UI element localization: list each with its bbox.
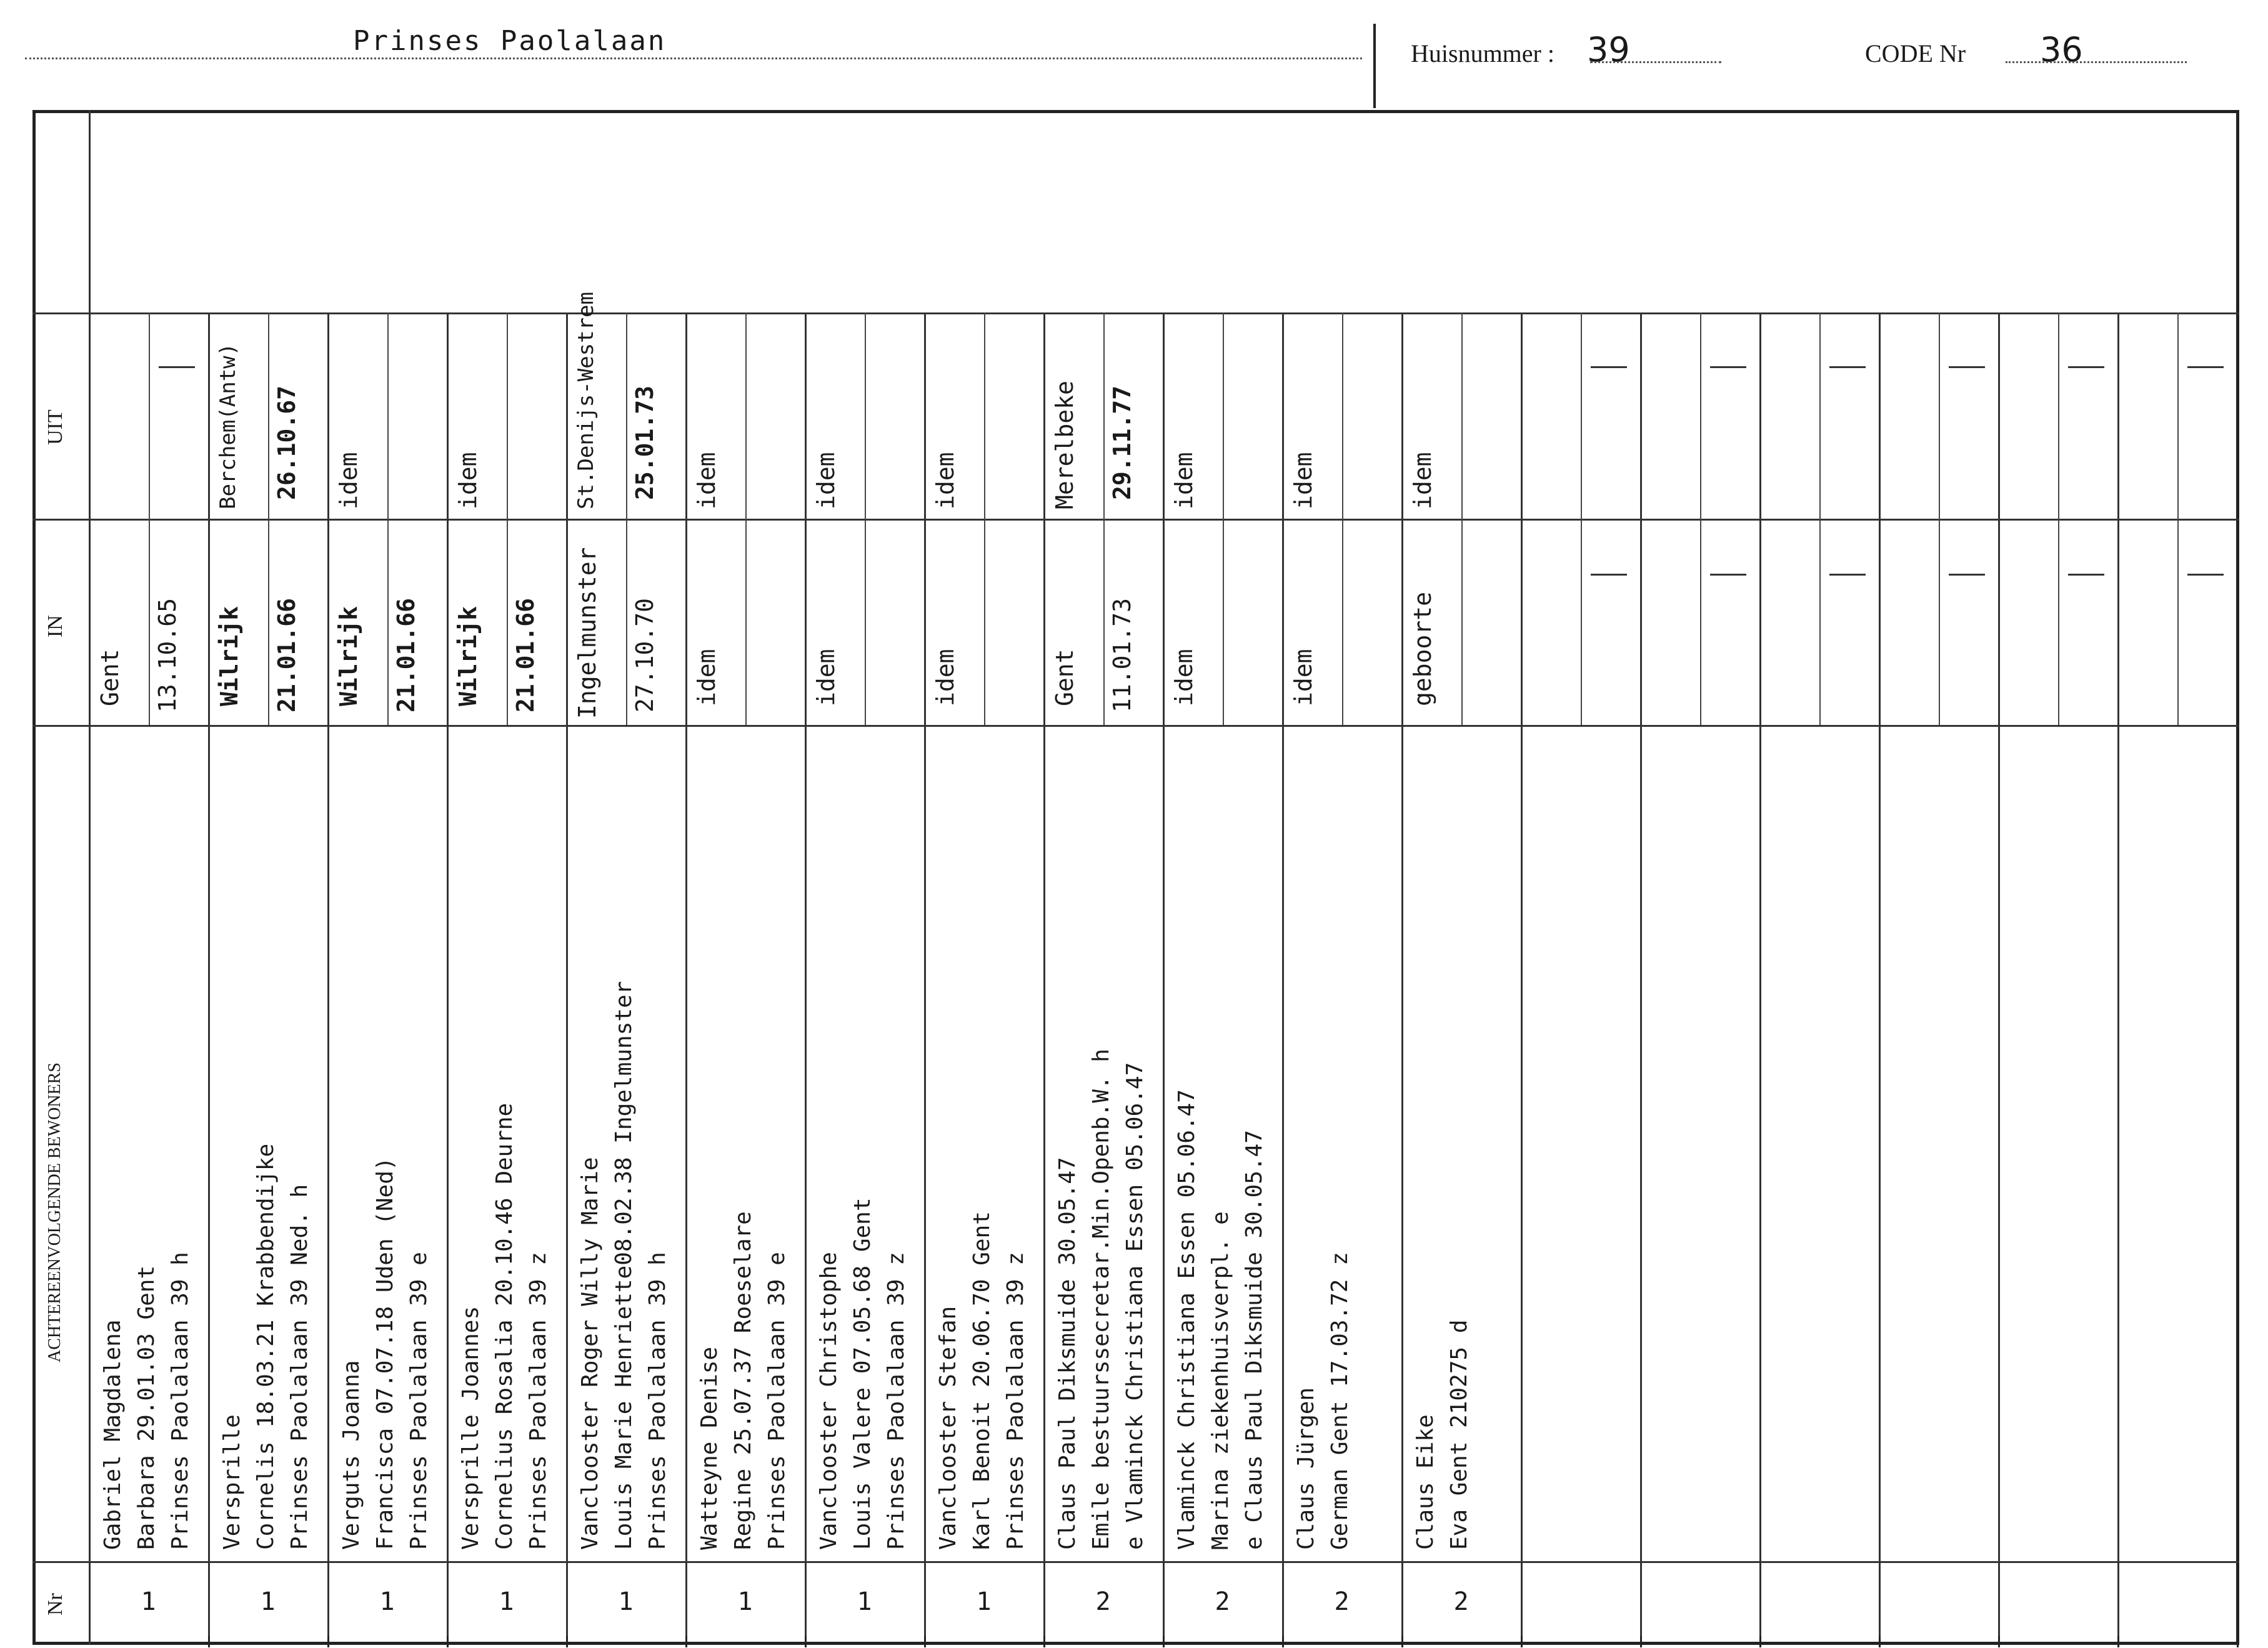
bottom-tick: [208, 1636, 210, 1647]
label-column-divider: [89, 110, 91, 1645]
resident-line: Vanclooster Stefan: [935, 1306, 961, 1550]
resident-nr: 2: [1095, 1587, 1111, 1616]
resident-line: Prinses Paolalaan 39 Ned. h: [287, 1184, 312, 1550]
uit-empty-dash: [2068, 366, 2104, 368]
uit-empty-dash: [2187, 366, 2224, 368]
uit-date: 26.10.67: [272, 385, 301, 500]
resident-nr: 1: [857, 1587, 872, 1616]
huisnummer-label: Huisnummer :: [1411, 39, 1554, 67]
in-date: 27.10.70: [630, 597, 659, 712]
column-subdivider: [1700, 312, 1701, 725]
bottom-tick: [2117, 1636, 2119, 1647]
resident-nr: 2: [1334, 1587, 1350, 1616]
column-subdivider: [268, 312, 269, 725]
in-place: idem: [812, 649, 840, 706]
in-date: 21.01.66: [511, 597, 539, 712]
resident-line: e Claus Paul Diksmuide 30.05.47: [1241, 1130, 1267, 1550]
in-empty-dash: [1829, 574, 1866, 576]
uit-place: idem: [932, 452, 959, 509]
bewoners-label: ACHTEREENVOLGENDE BEWONERS: [45, 1062, 64, 1362]
in-place: idem: [932, 649, 959, 706]
column-subdivider: [1819, 312, 1821, 725]
bottom-tick: [1521, 1636, 1523, 1647]
row-line-bewoners-top: [32, 725, 2239, 727]
resident-line: Vlaminck Christiana Essen 05.06.47: [1174, 1089, 1200, 1550]
column-divider: [685, 312, 687, 1645]
resident-nr: 1: [976, 1587, 992, 1616]
in-empty-dash: [2068, 574, 2104, 576]
resident-line: Francisca 07.07.18 Uden (Ned): [372, 1157, 398, 1550]
row-line-nr-top: [32, 1561, 2239, 1563]
uit-empty-dash: [1949, 366, 1985, 368]
in-place: Wilrijk: [454, 606, 482, 706]
column-divider: [1282, 312, 1284, 1645]
column-divider: [1879, 312, 1881, 1645]
resident-line: Prinses Paolalaan 39 e: [764, 1252, 790, 1550]
column-subdivider: [1103, 312, 1105, 725]
header-divider: [1373, 24, 1376, 108]
bottom-tick: [805, 1636, 807, 1647]
bottom-tick: [2237, 1636, 2239, 1647]
uit-place: idem: [454, 452, 482, 509]
uit-label: UIT: [44, 409, 67, 445]
resident-nr: 1: [499, 1587, 514, 1616]
resident-line: Marina ziekenhuisverpl. e: [1208, 1211, 1233, 1550]
huisnummer-dotted-line: [1590, 61, 1721, 63]
in-place: Gent: [1051, 649, 1078, 706]
uit-empty-dash: [1710, 366, 1746, 368]
uit-empty-dash: [159, 366, 195, 368]
bottom-tick: [1998, 1636, 2000, 1647]
column-subdivider: [2058, 312, 2059, 725]
uit-place: idem: [812, 452, 840, 509]
code-dotted-line: [2006, 61, 2187, 63]
column-subdivider: [984, 312, 985, 725]
resident-line: Louis Valere 07.05.68 Gent: [850, 1197, 875, 1550]
resident-nr: 2: [1215, 1587, 1230, 1616]
column-subdivider: [1461, 312, 1463, 725]
in-date: 13.10.65: [153, 597, 181, 712]
in-empty-dash: [1710, 574, 1746, 576]
column-divider: [2117, 312, 2119, 1645]
bottom-tick: [1759, 1636, 1761, 1647]
in-place: Wilrijk: [216, 606, 243, 706]
uit-place: idem: [335, 452, 362, 509]
in-date: 11.01.73: [1108, 597, 1136, 712]
column-subdivider: [2177, 312, 2179, 725]
in-date: 21.01.66: [272, 597, 301, 712]
resident-line: Verguts Joanna: [339, 1360, 364, 1550]
column-divider: [566, 312, 568, 1645]
bottom-tick: [924, 1636, 926, 1647]
column-subdivider: [507, 312, 508, 725]
in-date: 21.01.66: [392, 597, 420, 712]
in-place: geboorte: [1409, 591, 1436, 706]
bottom-tick: [1043, 1636, 1045, 1647]
resident-line: Prinses Paolalaan 39 z: [525, 1252, 551, 1550]
uit-empty-dash: [1591, 366, 1627, 368]
uit-place: idem: [1409, 452, 1436, 509]
resident-line: Karl Benoit 20.06.70 Gent: [969, 1211, 995, 1550]
huisnummer-value: 39: [1587, 30, 1630, 69]
street-name: Prinses Paolalaan: [353, 25, 667, 57]
column-subdivider: [745, 312, 747, 725]
resident-line: Vanclooster Roger Willy Marie: [577, 1157, 603, 1550]
bottom-tick: [447, 1636, 449, 1647]
resident-line: e Vlaminck Christiana Essen 05.06.47: [1122, 1062, 1148, 1550]
column-subdivider: [1581, 312, 1582, 725]
column-subdivider: [865, 312, 866, 725]
resident-line: Claus Jürgen: [1293, 1387, 1319, 1550]
resident-line: Barbara 29.01.03 Gent: [134, 1265, 159, 1550]
bottom-tick: [1879, 1636, 1881, 1647]
resident-nr: 1: [379, 1587, 395, 1616]
in-label: IN: [44, 615, 67, 637]
bottom-tick: [327, 1636, 329, 1647]
uit-date: 29.11.77: [1108, 385, 1136, 500]
resident-line: Claus Eike: [1413, 1414, 1438, 1550]
in-place: Ingelmunster: [574, 547, 601, 719]
resident-line: Regine 25.07.37 Roeselare: [730, 1211, 756, 1550]
in-place: idem: [1290, 649, 1317, 706]
column-divider: [1401, 312, 1403, 1645]
street-dotted-line: [25, 57, 1362, 59]
bottom-tick: [566, 1636, 568, 1647]
uit-place: idem: [1170, 452, 1198, 509]
row-line-uit-top: [32, 312, 2239, 314]
in-empty-dash: [1949, 574, 1985, 576]
column-subdivider: [1223, 312, 1224, 725]
resident-line: Cornelis 18.03.21 Krabbendijke: [253, 1143, 279, 1550]
resident-line: Prinses Paolalaan 39 z: [883, 1252, 909, 1550]
column-subdivider: [626, 312, 627, 725]
in-place: Wilrijk: [335, 606, 362, 706]
in-empty-dash: [2187, 574, 2224, 576]
bottom-tick: [1282, 1636, 1284, 1647]
resident-nr: 1: [260, 1587, 276, 1616]
in-empty-dash: [1591, 574, 1627, 576]
column-subdivider: [1939, 312, 1940, 725]
uit-place: idem: [1290, 452, 1317, 509]
resident-line: Louis Marie Henriette08.02.38 Ingelmunster: [611, 981, 637, 1550]
resident-line: Emile bestuurssecretar.Min.Openb.W. h: [1088, 1049, 1114, 1550]
bottom-tick: [685, 1636, 687, 1647]
bottom-tick: [1401, 1636, 1403, 1647]
code-value: 36: [2040, 30, 2083, 69]
column-divider: [447, 312, 449, 1645]
column-divider: [208, 312, 210, 1645]
uit-place: idem: [693, 452, 720, 509]
resident-nr: 2: [1453, 1587, 1469, 1616]
resident-nr: 1: [141, 1587, 156, 1616]
uit-empty-dash: [1829, 366, 1866, 368]
in-place: idem: [693, 649, 720, 706]
resident-line: Versprille Joannes: [458, 1306, 484, 1550]
uit-place: Merelbeke: [1051, 381, 1078, 509]
resident-nr: 1: [737, 1587, 753, 1616]
bottom-tick: [1640, 1636, 1642, 1647]
column-divider: [1759, 312, 1761, 1645]
column-divider: [1163, 312, 1165, 1645]
column-divider: [924, 312, 926, 1645]
resident-line: Watteyne Denise: [697, 1346, 722, 1550]
nr-label: Nr: [44, 1593, 67, 1616]
resident-line: Eva Gent 210275 d: [1446, 1319, 1472, 1550]
resident-nr: 1: [618, 1587, 634, 1616]
column-divider: [1043, 312, 1045, 1645]
column-subdivider: [387, 312, 389, 725]
row-line-in-top: [32, 519, 2239, 521]
resident-line: Versprille: [219, 1414, 245, 1550]
resident-line: Prinses Paolalaan 39 h: [167, 1252, 193, 1550]
column-subdivider: [149, 312, 150, 725]
column-divider: [805, 312, 807, 1645]
uit-place: St.Denijs-Westrem: [574, 292, 599, 509]
resident-line: Vanclooster Christophe: [816, 1252, 842, 1550]
in-place: idem: [1170, 649, 1198, 706]
column-divider: [1640, 312, 1642, 1645]
column-divider: [1998, 312, 2000, 1645]
resident-line: Claus Paul Diksmuide 30.05.47: [1055, 1157, 1080, 1550]
resident-line: German Gent 17.03.72 z: [1327, 1252, 1353, 1550]
in-place: Gent: [96, 649, 124, 706]
resident-line: Gabriel Magdalena: [100, 1319, 126, 1550]
resident-line: Prinses Paolalaan 39 z: [1003, 1252, 1028, 1550]
resident-line: Prinses Paolalaan 39 e: [406, 1252, 432, 1550]
uit-date: 25.01.73: [630, 385, 659, 500]
uit-place: Berchem(Antw): [216, 342, 241, 509]
resident-line: Prinses Paolalaan 39 h: [645, 1252, 670, 1550]
column-subdivider: [1342, 312, 1343, 725]
column-divider: [327, 312, 329, 1645]
code-label: CODE Nr: [1865, 39, 1966, 67]
resident-line: Cornelius Rosalia 20.10.46 Deurne: [492, 1102, 517, 1550]
bottom-tick: [1163, 1636, 1165, 1647]
column-divider: [1521, 312, 1523, 1645]
